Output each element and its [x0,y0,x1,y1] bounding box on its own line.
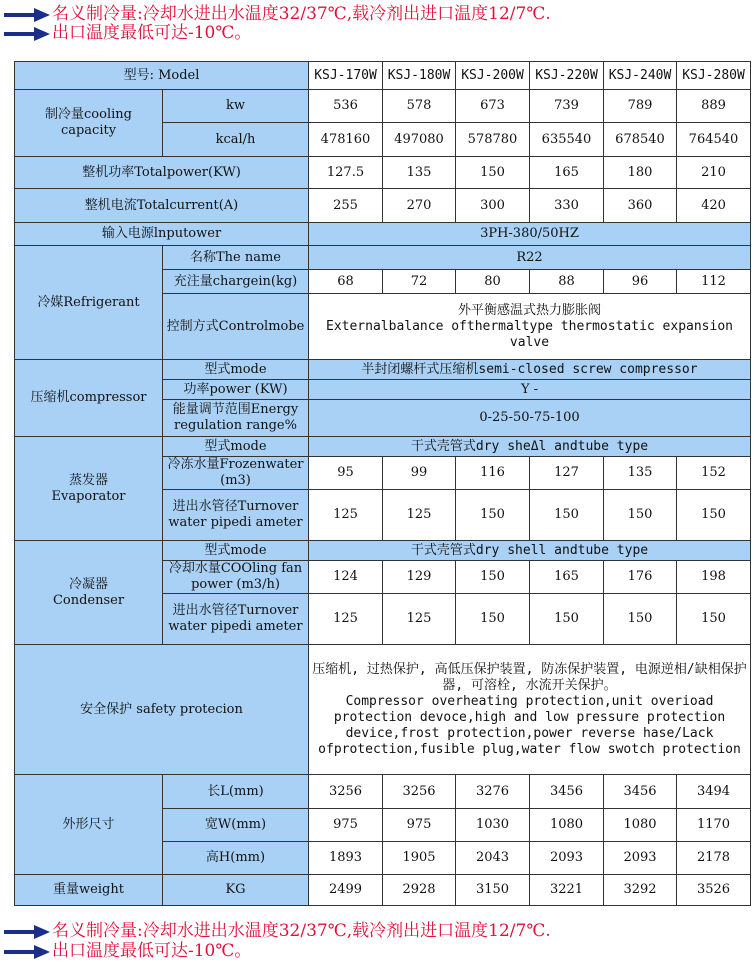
evaporator-pipe-label: 进出水管径Turnover water pipedi ameter [163,490,309,541]
model-name: KSJ-180W [383,62,456,90]
compressor-type-label: 型式mode [163,360,309,380]
note-text: 名义制冷量:冷却水进出水温度32/37℃,载冷剂出进口温度12/7℃. [52,921,551,941]
row-evaporator-type [15,437,751,457]
total-current-label: 整机电流Totalcurrent(A) [15,189,309,223]
cell-value: 165 [530,561,604,594]
refrigerant-charge-label: 充注量chargein(kg) [163,270,309,294]
height-label: 高H(mm) [163,842,309,875]
note-bottom-line1 [4,921,551,941]
evaporator-label-cn: 蒸发器 [68,472,108,488]
cell-value: 975 [309,809,383,842]
cell-value: 255 [309,189,383,223]
cell-value: 764540 [677,123,751,157]
cell-value: 889 [677,90,751,123]
cell-value: 2093 [530,842,604,875]
evaporator-type-value: 干式壳管式dry sheΔl andtube type [309,437,751,457]
cell-value: 536 [309,90,383,123]
refrigerant-control-value [309,294,751,360]
condenser-label-en: Condenser [52,592,125,608]
cell-value: 300 [456,189,530,223]
cell-value: 3276 [456,775,530,809]
cell-value: 2928 [383,875,456,906]
note-text: 名义制冷量:冷却水进出水温度32/37℃,载冷剂出进口温度12/7℃. [52,4,551,24]
control-value-en: Externalbalance ofthermaltype thermostatic expansion valve [326,318,733,350]
unit-kw: kw [163,90,309,123]
evaporator-type-label: 型式mode [163,437,309,457]
evaporator-label-en: Evaporator [51,488,126,504]
cell-value: 3292 [604,875,677,906]
total-power-label: 整机功率Totalpower(KW) [15,157,309,189]
dimensions-label: 外形尺寸 [15,775,163,875]
weight-unit: KG [163,875,309,906]
cell-value: 578780 [456,123,530,157]
evaporator-label [15,437,163,541]
cell-value: 1905 [383,842,456,875]
cell-value: 3221 [530,875,604,906]
cell-value: 165 [530,157,604,189]
cell-value: 1170 [677,809,751,842]
model-name: KSJ-170W [309,62,383,90]
cell-value: 2093 [604,842,677,875]
note-text: 出口温度最低可达-10℃。 [52,941,252,961]
cell-value: 129 [383,561,456,594]
refrigerant-name-label: 名称The name [163,246,309,270]
cell-value: 116 [456,457,530,490]
cell-value: 1893 [309,842,383,875]
width-label: 宽W(mm) [163,809,309,842]
cell-value: 150 [456,490,530,541]
cell-value: 2043 [456,842,530,875]
compressor-power-label: 功率power (KW) [163,380,309,400]
cell-value: 1030 [456,809,530,842]
cell-value: 80 [456,270,530,294]
cell-value: 678540 [604,123,677,157]
cell-value: 180 [604,157,677,189]
cell-value: 95 [309,457,383,490]
cell-value: 150 [604,490,677,541]
cell-value: 176 [604,561,677,594]
control-value-cn: 外平衡感温式热力膨胀阀 [457,302,601,318]
note-bottom-line2 [4,941,251,961]
refrigerant-control-label: 控制方式Controlmobe [163,294,309,360]
cell-value: 152 [677,457,751,490]
safety-label: 安全保护 safety protecion [15,645,309,775]
cell-value: 3256 [383,775,456,809]
cell-value: 99 [383,457,456,490]
arrow-right-icon [4,925,50,939]
cell-value: 150 [456,594,530,645]
cell-value: 2178 [677,842,751,875]
cell-value: 125 [383,490,456,541]
cell-value: 150 [456,157,530,189]
cell-value: 673 [456,90,530,123]
model-label: 型号: Model [15,62,309,90]
row-input-power [15,223,751,246]
weight-label: 重量weight [15,875,163,906]
model-name: KSJ-280W [677,62,751,90]
cell-value: 360 [604,189,677,223]
length-label: 长L(mm) [163,775,309,809]
condenser-type-label: 型式mode [163,541,309,561]
refrigerant-name-value: R22 [309,246,751,270]
compressor-label: 压缩机compressor [15,360,163,437]
cell-value: 2499 [309,875,383,906]
note-top-line1 [4,4,551,24]
condenser-label-cn: 冷凝器 [68,576,108,592]
cell-value: 150 [604,594,677,645]
condenser-pipe-label: 进出水管径Turnover water pipedi ameter [163,594,309,645]
refrigerant-label: 冷媒Refrigerant [15,246,163,360]
cell-value: 497080 [383,123,456,157]
cell-value: 420 [677,189,751,223]
cell-value: 635540 [530,123,604,157]
cell-value: 127.5 [309,157,383,189]
cell-value: 739 [530,90,604,123]
safety-value-cn: 压缩机, 过热保护, 高低压保护装置, 防冻保护装置, 电源逆相/缺相保护器, 可溶栓, 水流开关保护。 [312,661,747,693]
unit-kcal: kcal/h [163,123,309,157]
cell-value: 125 [309,594,383,645]
row-condenser-type [15,541,751,561]
cell-value: 975 [383,809,456,842]
arrow-right-icon [4,945,50,959]
row-weight [15,875,751,906]
compressor-power-value: Y - [309,380,751,400]
arrow-right-icon [4,8,50,22]
condenser-label [15,541,163,645]
cell-value: 330 [530,189,604,223]
cooling-capacity-label: 制冷量cooling capacity [15,90,163,157]
cell-value: 270 [383,189,456,223]
arrow-right-icon [4,27,50,41]
cell-value: 789 [604,90,677,123]
cell-value: 150 [677,490,751,541]
cell-value: 112 [677,270,751,294]
safety-value-en: Compressor overheating protection,unit overioad protection devoce,high and low pressure protection device,frost protection,power reverse hase/Lack ofprotection,fusible plug,water flow swotch protection [318,693,741,757]
evaporator-flow-label: 冷冻水量Frozenwater (m3) [163,457,309,490]
compressor-regulation-label: 能量调节范围Energy regulation range% [163,400,309,437]
cell-value: 150 [456,561,530,594]
model-name: KSJ-220W [530,62,604,90]
safety-value [309,645,751,775]
cell-value: 3456 [604,775,677,809]
condenser-flow-label: 冷却水量COOling fan power (m3/h) [163,561,309,594]
input-power-label: 输入电源lnputower [15,223,309,246]
cell-value: 72 [383,270,456,294]
model-name: KSJ-200W [456,62,530,90]
cell-value: 150 [530,594,604,645]
row-safety [15,645,751,775]
note-top-line2 [4,23,251,43]
row-model [15,62,751,90]
cell-value: 578 [383,90,456,123]
cell-value: 210 [677,157,751,189]
compressor-type-value: 半封闭螺杆式压缩机semi-closed screw compressor [309,360,751,380]
cell-value: 198 [677,561,751,594]
row-total-power [15,157,751,189]
cell-value: 3526 [677,875,751,906]
row-compressor-type [15,360,751,380]
cell-value: 3456 [530,775,604,809]
cell-value: 1080 [604,809,677,842]
cell-value: 1080 [530,809,604,842]
row-cooling-kw [15,90,751,123]
spec-table [14,61,751,906]
compressor-regulation-value: 0-25-50-75-100 [309,400,751,437]
cell-value: 125 [383,594,456,645]
row-total-current [15,189,751,223]
input-power-value: 3PH-380/50HZ [309,223,751,246]
cell-value: 150 [677,594,751,645]
cell-value: 3256 [309,775,383,809]
row-refrigerant-name [15,246,751,270]
cell-value: 124 [309,561,383,594]
model-name: KSJ-240W [604,62,677,90]
cell-value: 135 [383,157,456,189]
cell-value: 125 [309,490,383,541]
cell-value: 68 [309,270,383,294]
note-text: 出口温度最低可达-10℃。 [52,23,252,43]
cell-value: 88 [530,270,604,294]
row-length [15,775,751,809]
cell-value: 150 [530,490,604,541]
cell-value: 127 [530,457,604,490]
cell-value: 3494 [677,775,751,809]
cell-value: 3150 [456,875,530,906]
cell-value: 96 [604,270,677,294]
cell-value: 478160 [309,123,383,157]
cell-value: 135 [604,457,677,490]
condenser-type-value: 干式壳管式dry shell andtube type [309,541,751,561]
